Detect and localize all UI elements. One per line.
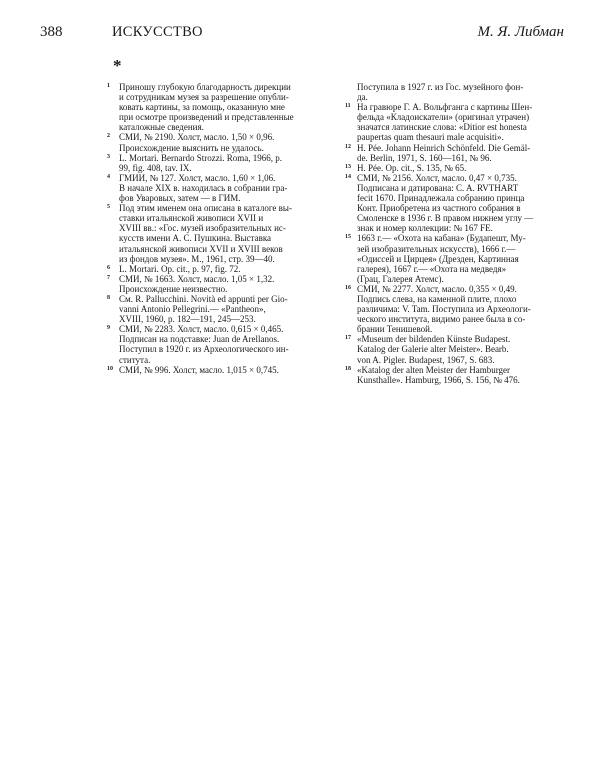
footnote-line: В начале XIX в. находилась в собрании гра- xyxy=(119,182,288,193)
footnote-line: брании Тенишевой. xyxy=(357,324,433,335)
footnote-number: 15 xyxy=(345,234,351,241)
footnote-line: СМИ, № 2190. Холст, масло. 1,50 × 0,96. xyxy=(119,132,275,143)
footnote-number: 16 xyxy=(345,284,351,291)
footnote-line: при осмотре произведений и представленные xyxy=(119,112,294,123)
footnote-number: 2 xyxy=(107,133,110,140)
footnote xyxy=(345,364,572,385)
footnote-line: L. Mortari. Bernardo Strozzi. Roma, 1966, p. xyxy=(119,152,282,163)
footnote-number: 5 xyxy=(107,204,110,211)
footnote-number: 11 xyxy=(345,103,351,110)
footnote-line: да. xyxy=(357,92,368,103)
footnote-line: фов Уваровых, затем — в ГИМ. xyxy=(119,193,241,204)
footnote-number: 6 xyxy=(107,264,110,271)
footnote-number: 7 xyxy=(107,274,110,281)
footnote-line: каталожные сведения. xyxy=(119,122,204,133)
footnotes-left-column xyxy=(107,82,334,375)
footnote-line: См. R. Pallucchini. Novità ed appunti per Gio- xyxy=(119,293,288,304)
footnote-number: 10 xyxy=(107,365,113,372)
footnote-line: галерея), 1667 г.— «Охота на медведя» xyxy=(357,263,507,274)
footnote-number: 17 xyxy=(345,335,351,342)
footnote-line: L. Mortari. Op. cit., p. 97, fig. 72. xyxy=(119,263,241,274)
footnote xyxy=(107,293,334,325)
footnote-number: 18 xyxy=(345,365,351,372)
footnote-line: Конт. Приобретена из частного собрания в xyxy=(357,203,521,214)
footnote-line: «Museum der bildenden Künste Budapest. xyxy=(357,334,511,345)
footnote-number: 1 xyxy=(107,83,110,89)
footnote xyxy=(345,172,572,234)
footnote-line: vanni Antonio Pellegrini.— «Pantheon», xyxy=(119,304,266,315)
footnote-line: СМИ, № 2277. Холст, масло. 0,355 × 0,49. xyxy=(357,283,517,294)
footnote-line: Происхождение неизвестно. xyxy=(119,283,228,294)
page-number: 388 xyxy=(40,24,63,40)
footnote-line: СМИ, № 2283. Холст, масло. 0,615 × 0,465. xyxy=(119,324,284,335)
footnote-line: «Katalog der alten Meister der Hamburger xyxy=(357,364,511,375)
footnote-line: fecit 1670. Принадлежала собранию принца xyxy=(357,193,525,204)
footnote xyxy=(107,172,334,204)
footnote xyxy=(107,203,334,264)
footnote-line: и сотрудникам музея за разрешение опубли- xyxy=(119,92,289,103)
footnote-line: (Грац, Галерея Атемс). xyxy=(357,273,444,284)
footnote xyxy=(345,233,572,284)
footnote-number: 3 xyxy=(107,153,110,160)
footnote-line: Подпись слева, на каменной плите, плохо xyxy=(357,293,517,304)
footnote-number: 12 xyxy=(345,143,351,150)
footnote-line: ститута. xyxy=(119,354,151,365)
footnote-line: различима: V. Tam. Поступила из Археологи- xyxy=(357,304,531,315)
footnote-line: значатся латинские слова: «Ditior est honesta xyxy=(357,122,527,133)
footnote xyxy=(345,334,572,365)
footnote-line: Приношу глубокую благодарность дирекции xyxy=(119,82,291,92)
footnote xyxy=(107,132,334,153)
footnotes-right-column xyxy=(345,82,572,385)
footnote-line: Поступил в 1920 г. из Археологического ин- xyxy=(119,344,289,355)
footnote-line: Поступила в 1927 г. из Гос. музейного фон- xyxy=(357,82,524,92)
footnote xyxy=(350,82,572,102)
footnote-line: «Одиссей и Цирцея» (Дрезден, Картинная xyxy=(357,253,519,264)
footnote-line: зей изобразительных искусств), 1666 г.— xyxy=(357,243,516,254)
footnote xyxy=(345,162,572,173)
footnote xyxy=(107,152,334,173)
footnote-line: 99, fig. 408, tav. IX. xyxy=(119,162,192,173)
footnote-number: 9 xyxy=(107,325,110,332)
footnote-line: H. Pée. Johann Heinrich Schönfeld. Die Gemäl- xyxy=(357,142,531,153)
footnote-number: 4 xyxy=(107,173,110,180)
footnote xyxy=(107,364,334,375)
footnote-line: Подписан на подставке: Juan de Arellanos. xyxy=(119,334,280,345)
footnote-line: знак и номер коллекции: № 167 FE. xyxy=(357,223,493,234)
footnote-line: СМИ, № 2156. Холст, масло. 0,47 × 0,735. xyxy=(357,172,517,183)
footnote-line: XVIII вв.: «Гос. музей изобразительных ис- xyxy=(119,223,286,234)
footnote-line: von A. Pigler. Budapest, 1967, S. 683. xyxy=(357,354,495,365)
footnote-line: H. Pée. Op. cit., S. 135, № 65. xyxy=(357,162,467,173)
running-title: ИСКУССТВО xyxy=(112,24,203,40)
footnote-line: Смоленске в 1936 г. В правом нижнем углу — xyxy=(357,213,534,224)
footnote-line: Kunsthalle». Hamburg, 1966, S. 156, № 476. xyxy=(357,374,520,385)
footnote-line: Происхождение выяснить не удалось. xyxy=(119,142,264,153)
footnote-number: 13 xyxy=(345,163,351,170)
footnote-line: ГМИИ, № 127. Холст, масло. 1,60 × 1,06. xyxy=(119,172,276,183)
footnote-line: ставки итальянской живописи XVII и xyxy=(119,213,264,224)
footnote xyxy=(107,263,334,274)
footnote xyxy=(345,142,572,163)
footnote-line: Под этим именем она описана в каталоге вы- xyxy=(119,203,292,214)
footnote-line: ческого института, видимо ранее была в со- xyxy=(357,314,526,325)
footnote-line: de. Berlin, 1971, S. 160—161, № 96. xyxy=(357,152,492,163)
footnote-line: итальянской живописи XVII и XVIII веков xyxy=(119,243,283,254)
footnote-line: Подписана и датирована: C. A. RVTHART xyxy=(357,182,519,193)
footnote-line: ковать картины, за помощь, оказанную мне xyxy=(119,102,285,113)
footnote xyxy=(345,102,572,143)
footnote-line: фельда «Кладоискатели» (оригинал утрачен) xyxy=(357,112,530,123)
footnote-line: XVIII, 1960, p. 182—191, 245—253. xyxy=(119,314,256,325)
footnote xyxy=(107,82,334,133)
footnote-line: кусств имени А. С. Пушкина. Выставка xyxy=(119,233,272,244)
footnote-line: СМИ, № 1663. Холст, масло. 1,05 × 1,32. xyxy=(119,273,275,284)
footnote-line: Katalog der Galerie alter Meister». Bearb. xyxy=(357,344,509,355)
footnote-line: На гравюре Г. А. Вольфганга с картины Шен- xyxy=(357,102,533,113)
footnote-line: СМИ, № 996. Холст, масло. 1,015 × 0,745. xyxy=(119,364,279,375)
footnote-line: paupertas quam thesauri male acquisiti». xyxy=(357,132,504,143)
footnote-number: 8 xyxy=(107,294,110,301)
footnote-line: из фондов музея». М., 1961, стр. 39—40. xyxy=(119,253,275,264)
section-asterisk: * xyxy=(113,56,122,75)
footnote-number: 14 xyxy=(345,173,351,180)
footnote xyxy=(107,324,334,365)
running-header xyxy=(40,24,564,44)
footnote xyxy=(345,283,572,335)
running-author: М. Я. Либман xyxy=(477,24,564,40)
footnote-line: 1663 г.— «Охота на кабана» (Будапешт, Му- xyxy=(357,233,526,244)
footnote xyxy=(107,273,334,294)
